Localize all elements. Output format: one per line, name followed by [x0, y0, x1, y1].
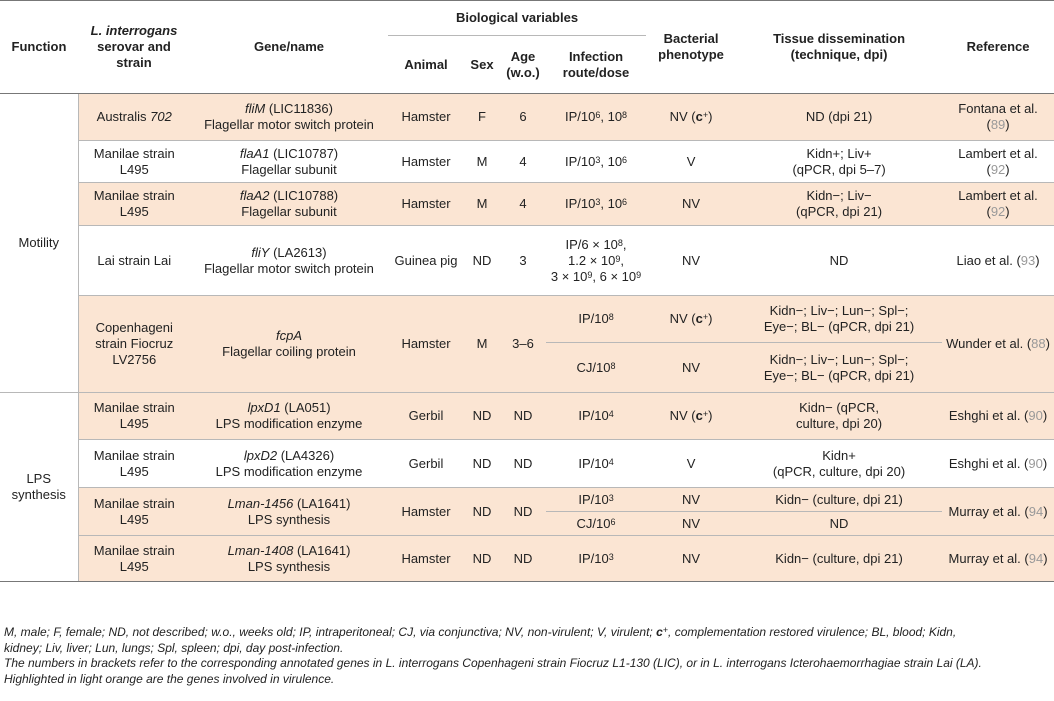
cell-age: ND: [500, 536, 546, 582]
cell-phenotype: NV: [646, 183, 736, 226]
cell-phenotype: V: [646, 141, 736, 183]
table-row: [0, 226, 1054, 296]
table-row: [0, 94, 1054, 141]
cell-tissue: Kidn−; Liv− (qPCR, dpi 21): [736, 183, 942, 226]
cell-strain: Manilae strain L495: [78, 183, 190, 226]
cell-phenotype: NV: [646, 488, 736, 512]
cell-animal: Hamster: [388, 296, 464, 393]
cell-tissue: Kidn+ (qPCR, culture, dpi 20): [736, 440, 942, 488]
cell-reference: Lambert et al. (92): [942, 183, 1054, 226]
col-header-route: Infection route/dose: [546, 36, 646, 94]
cell-age: 3–6: [500, 296, 546, 393]
cell-phenotype: NV (c+): [646, 94, 736, 141]
cell-tissue: ND: [736, 512, 942, 536]
cell-age: 4: [500, 183, 546, 226]
cell-sex: ND: [464, 393, 500, 440]
cell-sex: ND: [464, 440, 500, 488]
cell-animal: Hamster: [388, 488, 464, 536]
footnote-highlight-note: Highlighted in light orange are the genes involved in virulence.: [4, 671, 335, 686]
cell-strain: Manilae strain L495: [78, 141, 190, 183]
cell-animal: Gerbil: [388, 440, 464, 488]
cell-animal: Hamster: [388, 183, 464, 226]
cell-gene: fliM (LIC11836) Flagellar motor switch protein: [190, 94, 388, 141]
cell-animal: Hamster: [388, 536, 464, 582]
cell-age: 3: [500, 226, 546, 296]
cell-sex: M: [464, 183, 500, 226]
table-row: [0, 393, 1054, 440]
cell-tissue: Kidn− (culture, dpi 21): [736, 488, 942, 512]
table-row: [0, 440, 1054, 488]
cell-age: 4: [500, 141, 546, 183]
cell-gene: lpxD2 (LA4326) LPS modification enzyme: [190, 440, 388, 488]
cell-route: $CJ/10^8$: [546, 343, 646, 393]
cell-route: $IP/10^4$: [546, 393, 646, 440]
cell-reference: Eshghi et al. (90): [942, 393, 1054, 440]
cell-strain: Lai strain Lai: [78, 226, 190, 296]
cell-route: $IP/10^8$: [546, 296, 646, 343]
cell-gene: lpxD1 (LA051) LPS modification enzyme: [190, 393, 388, 440]
cell-strain: Manilae strain L495: [78, 393, 190, 440]
cell-route: $IP/6 \times 10^8$, $1.2 \times 10^9$, $3 \times 10^9$, $6 \times 10^9$: [546, 226, 646, 296]
cell-phenotype: NV (c+): [646, 393, 736, 440]
cell-tissue: Kidn−; Liv−; Lun−; Spl−; Eye−; BL− (qPCR, dpi 21): [736, 343, 942, 393]
col-header-animal: Animal: [388, 36, 464, 94]
cell-animal: Guinea pig: [388, 226, 464, 296]
cell-gene: fliY (LA2613) Flagellar motor switch protein: [190, 226, 388, 296]
cell-strain: Australis 702: [78, 94, 190, 141]
cell-phenotype: NV: [646, 536, 736, 582]
col-header-phenotype: Bacterial phenotype: [646, 1, 736, 94]
cell-sex: M: [464, 296, 500, 393]
cell-route: $IP/10^6$, $10^8$: [546, 94, 646, 141]
cell-phenotype: V: [646, 440, 736, 488]
group-label-lps-synthesis: LPS synthesis: [0, 393, 78, 582]
cell-animal: Hamster: [388, 141, 464, 183]
col-header-gene: Gene/name: [190, 1, 388, 94]
cell-sex: ND: [464, 226, 500, 296]
cell-tissue: ND: [736, 226, 942, 296]
cell-sex: M: [464, 141, 500, 183]
table-row: [0, 536, 1054, 582]
table-row: [0, 141, 1054, 183]
cell-age: ND: [500, 488, 546, 536]
header-row-1: [0, 1, 1054, 36]
col-header-age: Age (w.o.): [500, 36, 546, 94]
cell-tissue: Kidn+; Liv+ (qPCR, dpi 5–7): [736, 141, 942, 183]
cell-gene: Lman-1408 (LA1641) LPS synthesis: [190, 536, 388, 582]
cell-phenotype: NV: [646, 343, 736, 393]
cell-animal: Hamster: [388, 94, 464, 141]
cell-gene: flaA1 (LIC10787) Flagellar subunit: [190, 141, 388, 183]
group-label-motility: Motility: [0, 94, 78, 393]
cell-strain: Copenhageni strain Fiocruz LV2756: [78, 296, 190, 393]
cell-age: 6: [500, 94, 546, 141]
cell-tissue: Kidn−; Liv−; Lun−; Spl−; Eye−; BL− (qPCR, dpi 21): [736, 296, 942, 343]
cell-route: $IP/10^4$: [546, 440, 646, 488]
cell-animal: Gerbil: [388, 393, 464, 440]
cell-reference: Murray et al. (94): [942, 488, 1054, 536]
cell-age: ND: [500, 440, 546, 488]
cell-strain: Manilae strain L495: [78, 488, 190, 536]
cell-route: $CJ/10^6$: [546, 512, 646, 536]
col-header-function: Function: [0, 1, 78, 94]
cell-gene: flaA2 (LIC10788) Flagellar subunit: [190, 183, 388, 226]
footnote-gene-numbers: The numbers in brackets refer to the corresponding annotated genes in L. interrogans Copenhageni strain Fiocruz L1-130 (LIC), or in L. interrogans Icterohaemorrhagiae strain Lai (LA).: [4, 656, 982, 670]
cell-route: $IP/10^3$, $10^6$: [546, 183, 646, 226]
cell-tissue: ND (dpi 21): [736, 94, 942, 141]
cell-tissue: Kidn− (culture, dpi 21): [736, 536, 942, 582]
cell-route: $IP/10^3$: [546, 488, 646, 512]
cell-route: $IP/10^3$, $10^6$: [546, 141, 646, 183]
cell-sex: F: [464, 94, 500, 141]
col-header-biological-variables: Biological variables: [388, 1, 646, 36]
col-header-sex: Sex: [464, 36, 500, 94]
cell-sex: ND: [464, 488, 500, 536]
cell-age: ND: [500, 393, 546, 440]
cell-reference: Lambert et al. (92): [942, 141, 1054, 183]
cell-phenotype: NV: [646, 512, 736, 536]
table-row: [0, 183, 1054, 226]
cell-gene: Lman-1456 (LA1641) LPS synthesis: [190, 488, 388, 536]
cell-reference: Fontana et al. (89): [942, 94, 1054, 141]
table-row: [0, 488, 1054, 512]
cell-phenotype: NV: [646, 226, 736, 296]
cell-reference: Eshghi et al. (90): [942, 440, 1054, 488]
cell-gene: fcpA Flagellar coiling protein: [190, 296, 388, 393]
cell-phenotype: NV (c+): [646, 296, 736, 343]
col-header-tissue: Tissue dissemination (technique, dpi): [736, 1, 942, 94]
footnote-abbreviations: M, male; F, female; ND, not described; w.o., weeks old; IP, intraperitoneal; CJ, via conjunctiva; NV, non-virulent; V, virulent; c+, complementation restored virulence; BL, blood; Kidn,: [4, 625, 957, 639]
cell-strain: Manilae strain L495: [78, 536, 190, 582]
cell-sex: ND: [464, 536, 500, 582]
col-header-serovar: L. interrogans serovar and strain: [78, 1, 190, 94]
cell-reference: Liao et al. (93): [942, 226, 1054, 296]
cell-reference: Wunder et al. (88): [942, 296, 1054, 393]
col-header-reference: Reference: [942, 1, 1054, 94]
footnote-abbreviations-cont: kidney; Liv, liver; Lun, lungs; Spl, spleen; dpi, day post-infection.: [4, 640, 344, 655]
cell-strain: Manilae strain L495: [78, 440, 190, 488]
cell-route: $IP/10^3$: [546, 536, 646, 582]
cell-reference: Murray et al. (94): [942, 536, 1054, 582]
cell-tissue: Kidn− (qPCR, culture, dpi 20): [736, 393, 942, 440]
table-footnote: [4, 625, 1050, 687]
table-row: [0, 296, 1054, 343]
